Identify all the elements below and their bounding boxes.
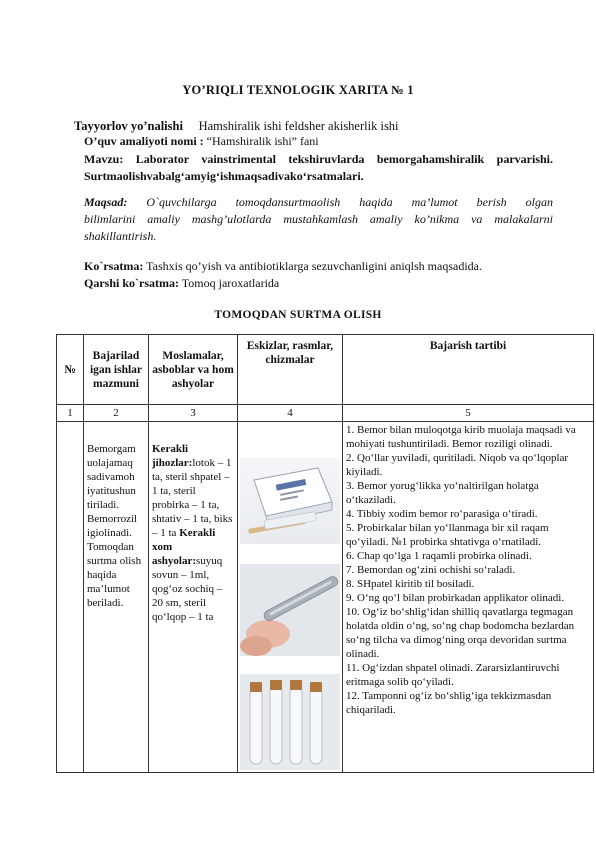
procedure-step-8: 8. SHpatel kiritib til bosiladi. <box>346 578 475 590</box>
col-number-2: 2 <box>84 405 149 422</box>
header-procedure: Bajarish tartibi <box>343 335 594 405</box>
col-number-4: 4 <box>238 405 343 422</box>
fan-line <box>84 134 319 149</box>
equipment-text-2: suyuq sovun – 1ml, qog‘oz sochiq – 20 sm, steril qo‘lqop – 1 ta <box>152 555 223 623</box>
document-title: YO’RIQLI TEXNOLOGIK XARITA № 1 <box>182 83 414 97</box>
procedure-table <box>56 334 594 773</box>
maqsad-label: Maqsad: <box>84 195 128 209</box>
cell-content <box>84 422 149 773</box>
korsatma-line <box>84 259 482 274</box>
cell-sketches <box>238 422 343 773</box>
equipment-text-1: lotok – 1 ta, steril shpatel – 1 ta, steril probirka – 1 ta, shtativ – 1 ta, biks – 1 ta <box>152 457 233 539</box>
procedure-step-11: 11. Og‘izdan shpatel olinadi. Zararsizlantiruvchi eritmaga solib qo‘yiladi. <box>346 662 560 688</box>
table-number-row <box>57 405 594 422</box>
procedure-step-5: 5. Probirkalar bilan yo‘llanmaga bir xil raqam qo‘yiladi. №1 probirka shtativga o‘rnatiladi. <box>346 522 549 548</box>
maqsad-line-3: shakillantirish. <box>84 229 157 243</box>
tayyorlov-label: Tayyorlov yo’nalishi <box>74 119 183 133</box>
procedure-step-6: 6. Chap qo‘lga 1 raqamli probirka olinadi. <box>346 550 532 562</box>
spatula-image <box>240 564 340 656</box>
fan-value: “Hamshiralik ishi” fani <box>206 134 319 148</box>
section-subtitle: TOMOQDAN SURTMA OLISH <box>214 309 382 321</box>
header-equipment: Moslamalar, asboblar va hom ashyolar <box>149 335 238 405</box>
procedure-step-9: 9. O‘ng qo‘l bilan probirkadan applikator olinadi. <box>346 592 565 604</box>
test-tubes-icon <box>240 674 340 770</box>
procedure-step-3: 3. Bemor yorug‘likka yo‘naltirilgan holatga o‘tkaziladi. <box>346 480 539 506</box>
col-number-3: 3 <box>149 405 238 422</box>
korsatma-value: Tashxis qo’yish va antibiotiklarga sezuvchanligini aniqlsh maqsadida. <box>146 259 482 273</box>
mavzu-line-2: Surtmaolishvabalg‘amyig‘ishmaqsadivako‘rsatmalari. <box>84 169 364 183</box>
swab-package-icon <box>240 458 340 544</box>
procedure-step-7: 7. Bemordan og‘zini ochishi so‘raladi. <box>346 564 516 576</box>
mavzu-line-1: Mavzu: Laborator vainstrimental tekshiruvlarda bemorgahamshiralik parvarishi. <box>84 152 553 166</box>
swab-package-image <box>240 458 340 544</box>
cell-empty <box>57 422 84 773</box>
procedure-step-4: 4. Tibbiy xodim bemor ro‘parasiga o‘tiradi. <box>346 508 538 520</box>
qarshi-label: Qarshi ko`rsatma: <box>84 276 179 290</box>
table-row <box>57 422 594 773</box>
col-number-5: 5 <box>343 405 594 422</box>
procedure-step-2: 2. Qo‘llar yuviladi, quritiladi. Niqob va qo‘lqoplar kiyiladi. <box>346 452 569 478</box>
korsatma-label: Ko`rsatma: <box>84 259 144 273</box>
test-tubes-image <box>240 674 340 770</box>
procedure-step-1: 1. Bemor bilan muloqotga kirib muolaja maqsadi va mohiyati tushuntiriladi. Bemor roziligi olinadi. <box>346 424 576 450</box>
content-text: Bemorgam uolajamaq sadivamoh iyatitushun tiriladi. Bemorrozil igiolinadi. Tomoqdan surtma olish haqida ma’lumot beriladi. <box>87 443 142 609</box>
tayyorlov-line <box>74 119 399 134</box>
qarshi-line <box>84 276 279 291</box>
fan-label: O’quv amaliyoti nomi : <box>84 134 204 148</box>
col-number-1: 1 <box>57 405 84 422</box>
header-sketches: Eskizlar, rasmlar, chizmalar <box>238 335 343 405</box>
qarshi-value: Tomoq jaroxatlarida <box>181 276 280 290</box>
header-content: Bajarilad igan ishlar mazmuni <box>84 335 149 405</box>
table-header-row <box>57 335 594 405</box>
procedure-step-10: 10. Og‘iz bo‘shlig‘idan shilliq qavatlarga tegmagan holatda oldin o‘ng, so‘ng chap bodomcha bezlardan so‘ng tilcha va dimog‘ning orqa devoridan surtma olinadi. <box>346 606 575 660</box>
equipment-label-2: Kerakli xom ashyolar: <box>152 527 216 567</box>
maqsad-text-1: O`quvchilarga tomoqdansurtmaolish haqida ma’lumot berish olgan <box>146 195 553 209</box>
maqsad-line-2: bilimlarini amaliy mashg’ulotlarda mustahkamlash amaliy ko’nikma va malakalarni <box>84 212 553 226</box>
cell-equipment <box>149 422 238 773</box>
equipment-label-1: Kerakli jihozlar: <box>152 443 193 469</box>
cell-procedure <box>343 422 594 773</box>
maqsad-line-1 <box>84 195 553 210</box>
spatula-icon <box>240 564 340 656</box>
procedure-step-12: 12. Tamponni og‘iz bo‘shlig‘iga tekkizmasdan chiqariladi. <box>346 690 552 716</box>
header-number: № <box>57 335 84 405</box>
tayyorlov-value: Hamshiralik ishi feldsher akisherlik ishi <box>198 119 399 133</box>
